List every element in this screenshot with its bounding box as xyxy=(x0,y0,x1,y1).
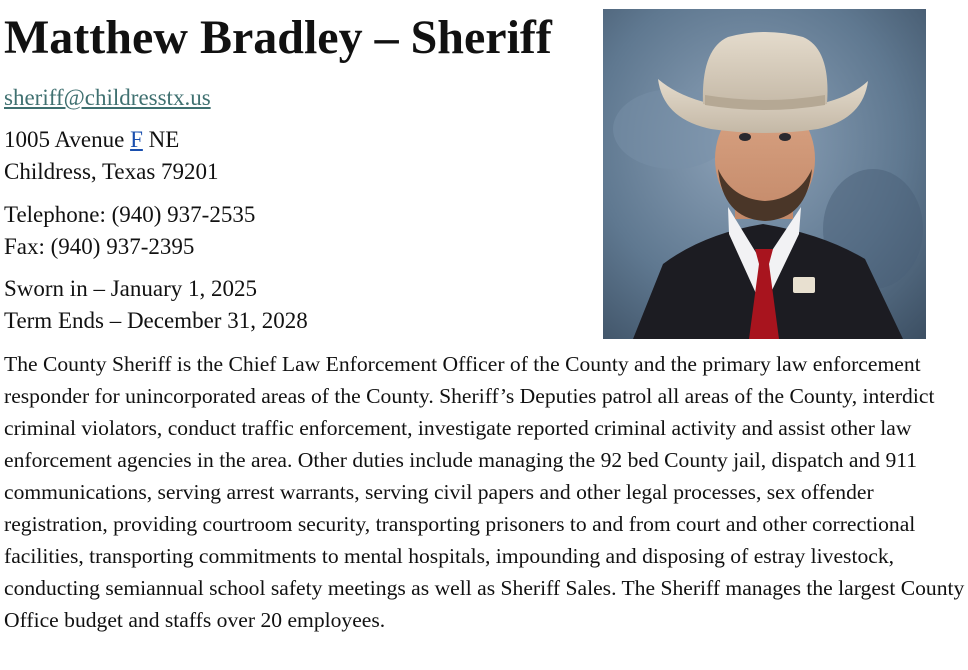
sheriff-portrait-icon xyxy=(603,9,926,339)
email-link[interactable]: sheriff@childresstx.us xyxy=(4,85,211,110)
sheriff-photo xyxy=(603,9,926,339)
sworn-in-date: Sworn in – January 1, 2025 xyxy=(4,276,257,301)
address-street-pre: 1005 Avenue xyxy=(4,127,131,152)
phone-block xyxy=(4,199,255,263)
telephone: Telephone: (940) 937-2535 xyxy=(4,202,256,227)
address-street xyxy=(4,124,219,156)
address-block xyxy=(4,124,219,188)
fax: Fax: (940) 937-2395 xyxy=(4,234,195,259)
sheriff-description: The County Sheriff is the Chief Law Enforcement Officer of the County and the primary law enforcement responder for unincorporated areas of the County. Sheriff’s Deputies patrol all areas of the County, interdict criminal violators, conduct traffic enforcement, investigate reported criminal activity and assist other law enforcement agencies in the area. Other duties include managing the 92 bed County jail, dispatch and 911 communications, serving arrest warrants, serving civil papers and other legal processes, sex offender registration, providing courtroom security, transporting prisoners to and from court and other correctional facilities, transporting commitments to mental hospitals, impounding and disposing of estray livestock, conducting semiannual school safety meetings as well as Sheriff Sales. The Sheriff manages the largest County Office budget and staffs over 20 employees. xyxy=(4,352,965,632)
page-title: Matthew Bradley – Sheriff xyxy=(4,11,552,64)
address-street-post: NE xyxy=(142,127,180,152)
term-ends-date: Term Ends – December 31, 2028 xyxy=(4,308,308,333)
term-block xyxy=(4,273,308,337)
address-street-link[interactable]: F xyxy=(130,127,143,152)
address-city: Childress, Texas 79201 xyxy=(4,159,219,184)
